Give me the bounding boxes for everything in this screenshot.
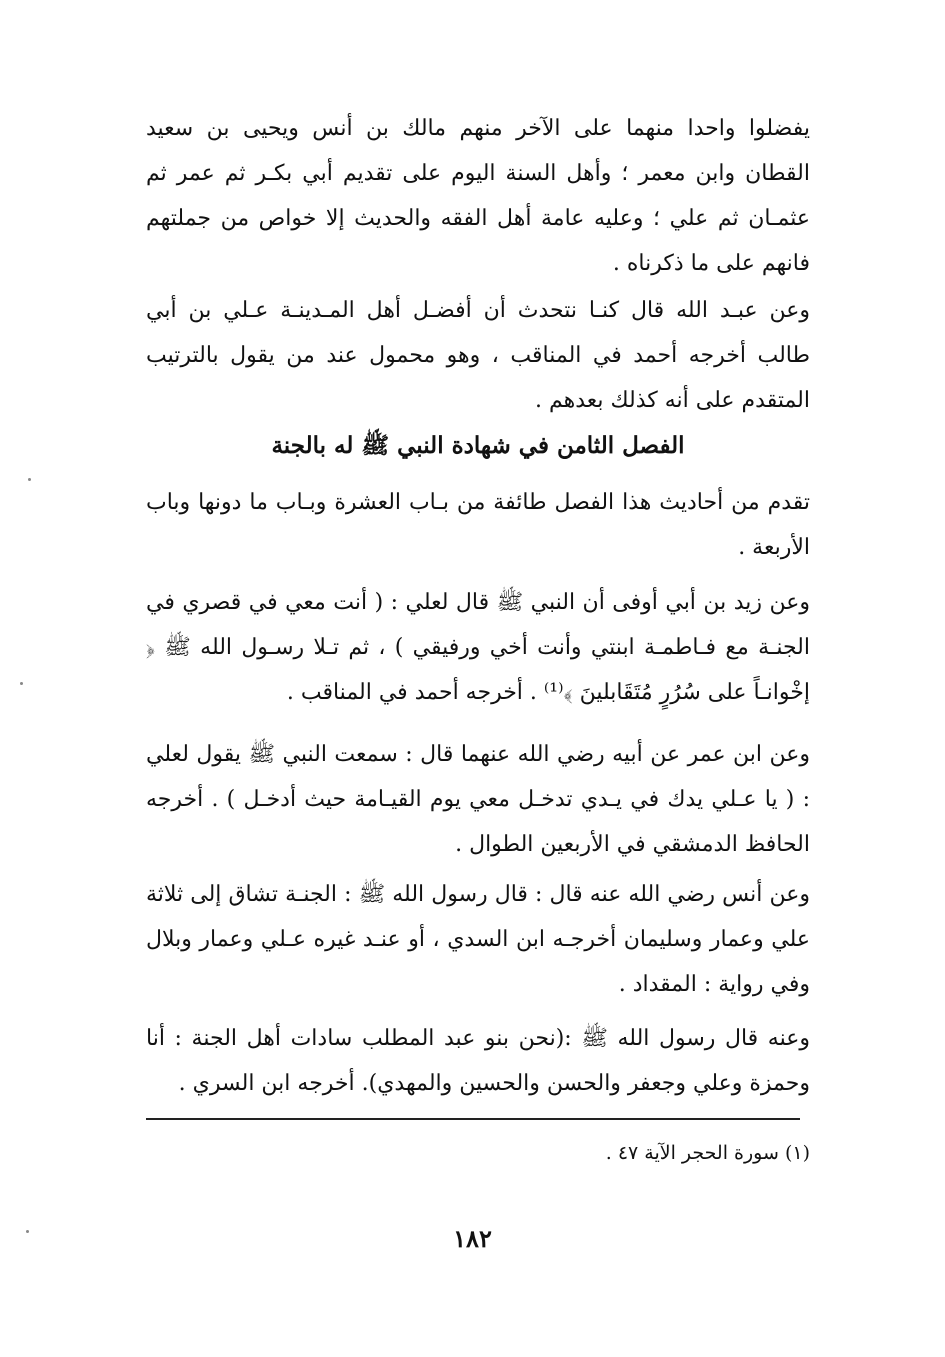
footnote: (١) سورة الحجر الآية ٤٧ . — [605, 1142, 810, 1164]
section-heading: الفصل الثامن في شهادة النبي ﷺ له بالجنة — [271, 432, 685, 459]
paragraph-4: وعن زيد بن أبي أوفى أن النبي ﷺ قال لعلي : ( أنت معي في قصري في الجنـة مع فـاطمـة ابنتي وأنت أخي ورفيقي ) ، ثم تـلا رسـول الله ﷺ ﴿ إخْوانـاً على سُرُرٍ مُتَقَابلينَ ﴾⁽¹⁾ . أخرجه أحمد في المناقب . — [146, 590, 810, 705]
paragraph-6: وعن أنس رضي الله عنه قال : قال رسول الله ﷺ : الجنـة تشاق إلى ثلاثة علي وعمار وسليمان أخرجـه ابن السدي ، أو عنـد غيره عـلي وعمار وبلال وفي رواية : المقداد . — [146, 882, 810, 997]
scan-speck — [28, 478, 31, 481]
paragraph-3: تقدم من أحاديث هذا الفصل طائفة من بـاب العشرة وبـاب ما دونها وباب الأربعة . — [146, 490, 810, 560]
footnote-separator — [146, 1118, 800, 1120]
paragraph-5: وعن ابن عمر عن أبيه رضي الله عنهما قال : سمعت النبي ﷺ يقول لعلي : ( يا عـلي يدك في يـدي تدخـل معي يوم القيـامة حيث أدخـل ) . أخرجه الحافظ الدمشقي في الأربعين الطوال . — [146, 742, 810, 857]
scan-speck — [26, 1230, 29, 1233]
paragraph-2: وعن عبـد الله قال كنـا نتحدث أن أفضـل أهل المـدينـة عـلي بن أبي طالب أخرجه أحمد في المناقب ، وهو محمول عند من يقول بالترتيب المتقدم على أنه كذلك بعدهم . — [146, 298, 810, 413]
page-number: ١٨٢ — [453, 1224, 492, 1253]
paragraph-1: يفضلوا واحدا منهما على الآخر منهم مالك بن أنس ويحيى بن سعيد القطان وابن معمر ؛ وأهل السنة اليوم على تقديم أبي بكـر ثم عمر ثم عثمـان ثم علي ؛ وعليه عامة أهل الفقه والحديث إلا خواص من جملتهم فانهم على ما ذكرناه . — [146, 116, 810, 276]
paragraph-7: وعنه قال رسول الله ﷺ :(نحن بنو عبد المطلب سادات أهل الجنة : أنا وحمزة وعلي وجعفر والحسن والحسين والمهدي). أخرجه ابن السري . — [146, 1026, 810, 1096]
scan-speck — [20, 682, 23, 685]
